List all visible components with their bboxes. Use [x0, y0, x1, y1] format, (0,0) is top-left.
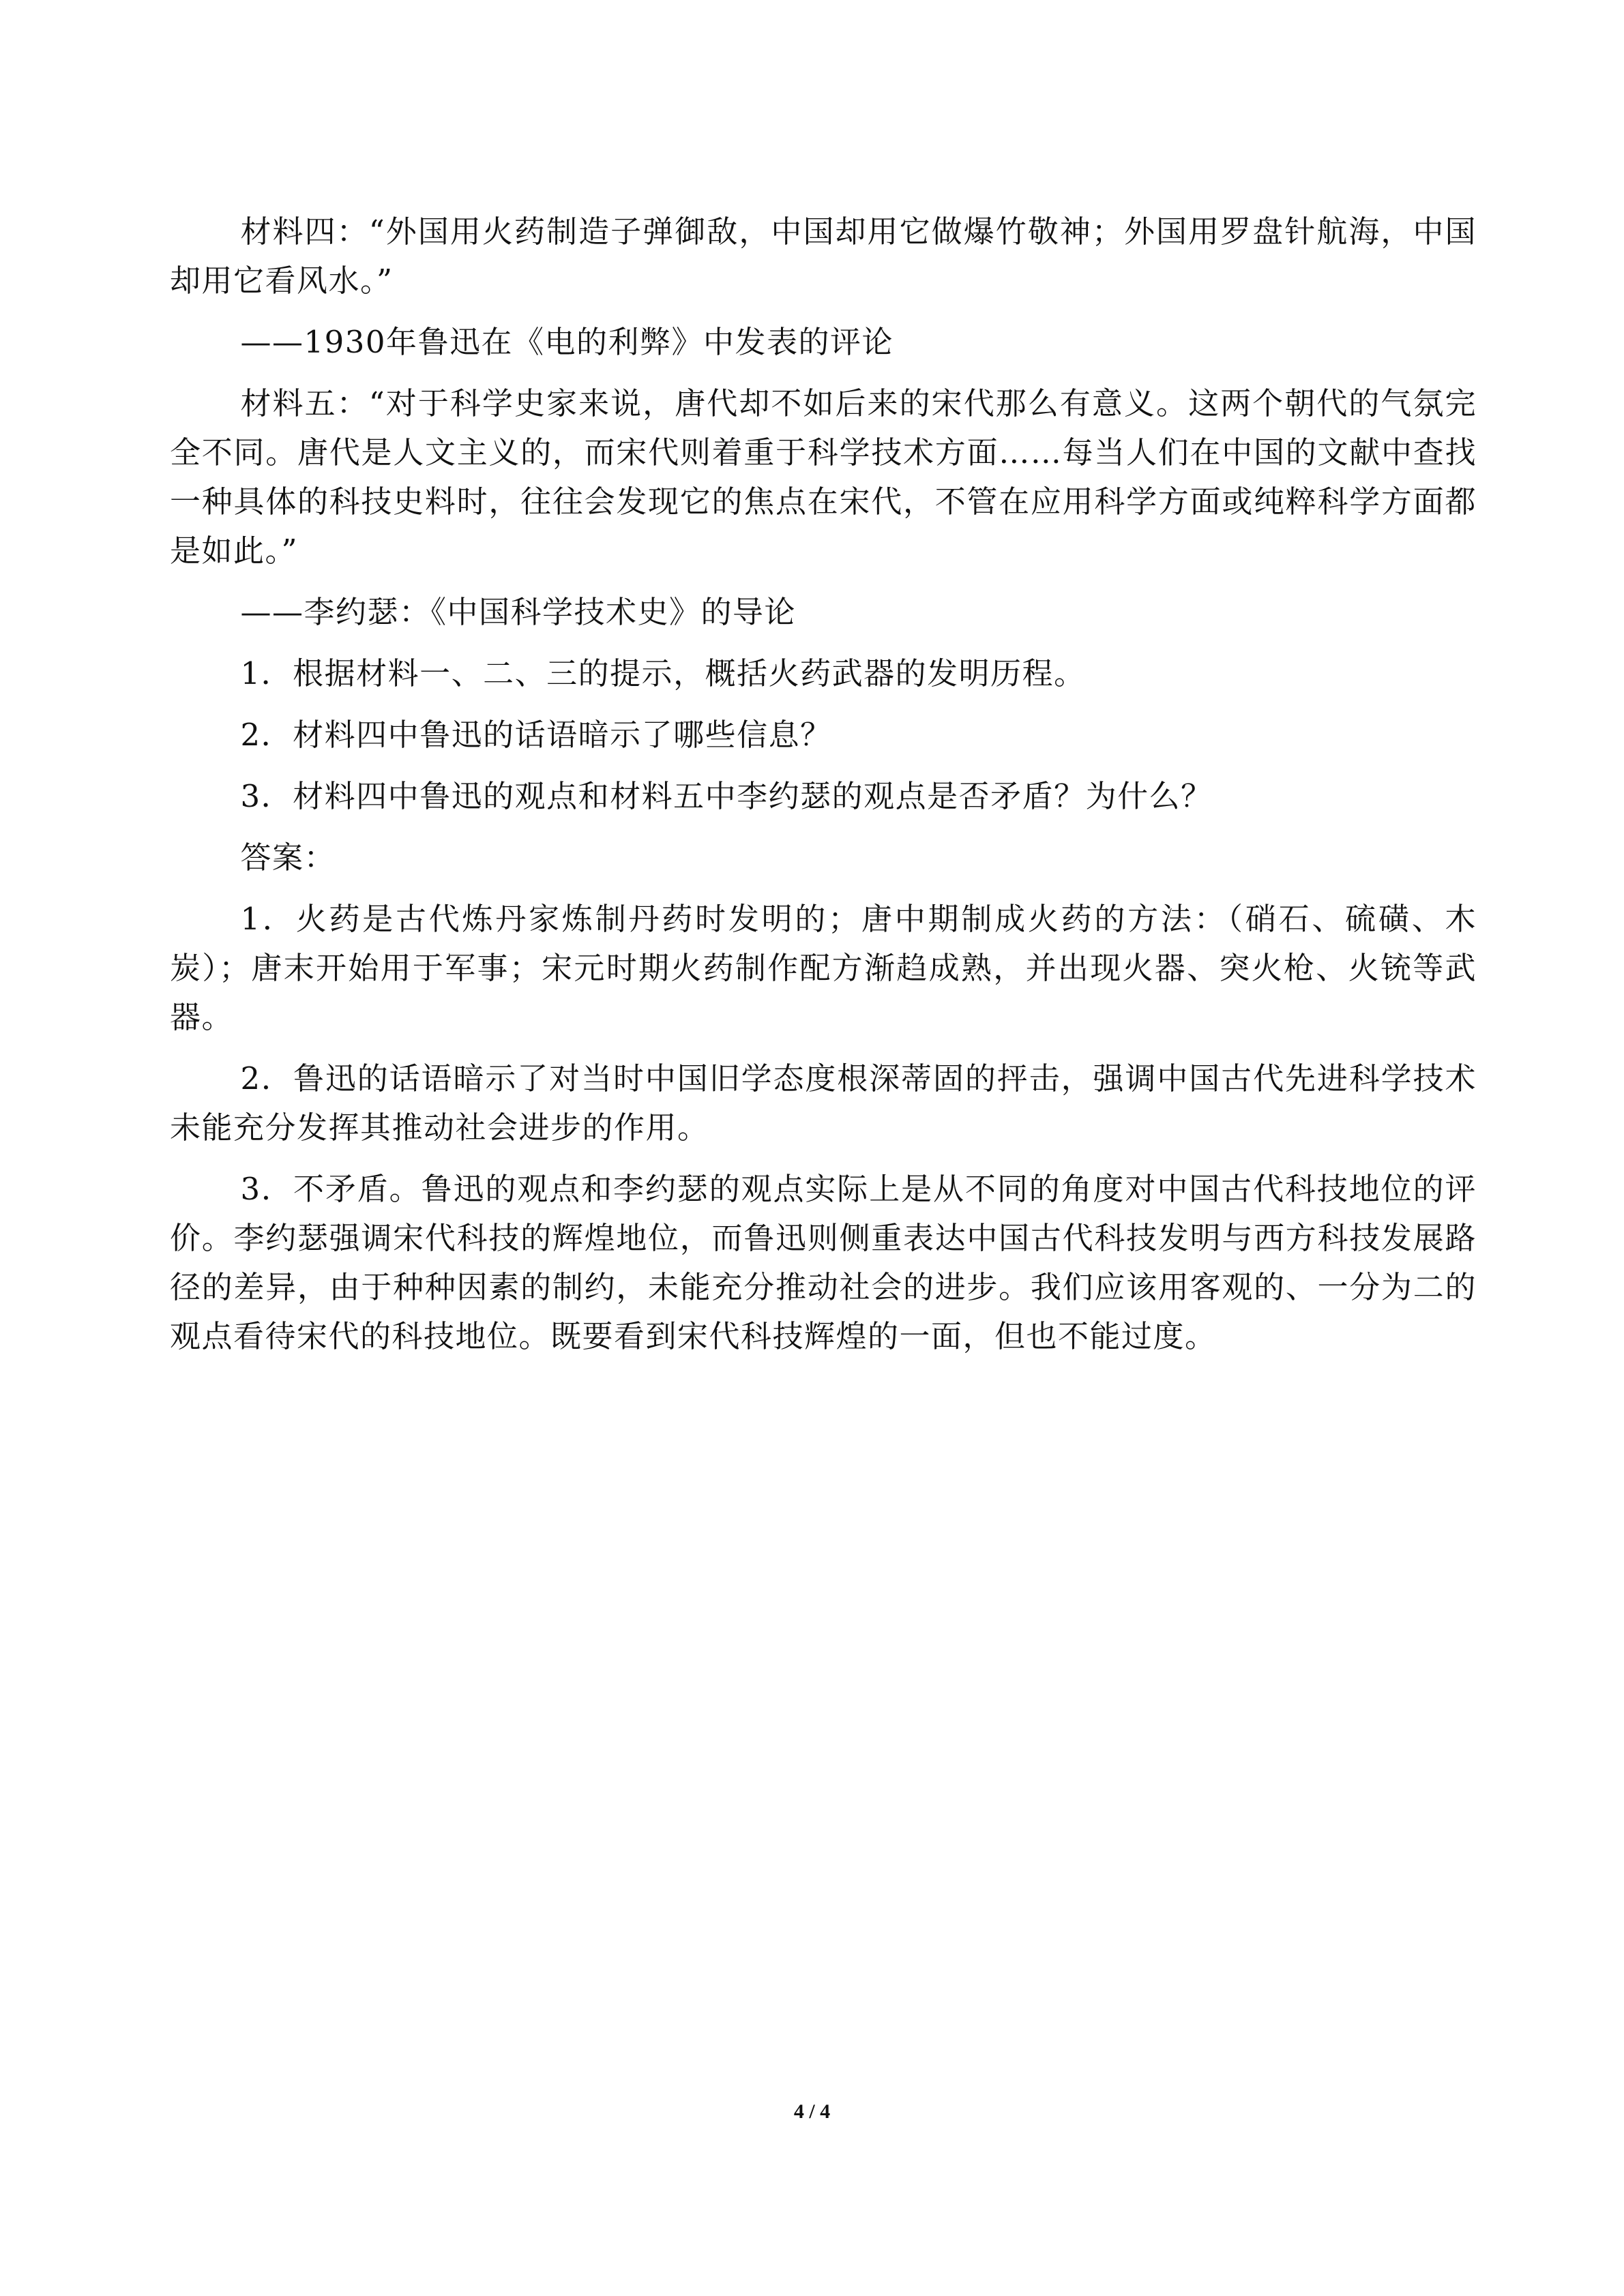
answer-3: 3．不矛盾。鲁迅的观点和李约瑟的观点实际上是从不同的角度对中国古代科技地位的评价。李约瑟强调宋代科技的辉煌地位，而鲁迅则侧重表达中国古代科技发明与西方科技发展路径的差异，由于种种因素的制约，未能充分推动社会的进步。我们应该用客观的、一分为二的观点看待宋代的科技地位。既要看到宋代科技辉煌的一面，但也不能过度。	[170, 1171, 1477, 1354]
material-four-quote: 材料四：“外国用火药制造子弹御敌，中国却用它做爆竹敬神；外国用罗盘针航海，中国却用它看风水。”	[170, 213, 1477, 299]
question-2: 2．材料四中鲁迅的话语暗示了哪些信息？	[240, 717, 832, 753]
material-five-quote: 材料五：“对于科学史家来说，唐代却不如后来的宋代那么有意义。这两个朝代的气氛完全不同。唐代是人文主义的，而宋代则着重于科学技术方面……每当人们在中国的文献中查找一种具体的科技史料时，往往会发现它的焦点在宋代，不管在应用科学方面或纯粹科学方面都是如此。”	[170, 385, 1477, 569]
question-3: 3．材料四中鲁迅的观点和材料五中李约瑟的观点是否矛盾？为什么？	[240, 778, 1213, 814]
question-1: 1．根据材料一、二、三的提示，概括火药武器的发明历程。	[240, 655, 1086, 691]
answer-2: 2．鲁迅的话语暗示了对当时中国旧学态度根深蒂固的抨击，强调中国古代先进科学技术未能充分发挥其推动社会进步的作用。	[170, 1060, 1477, 1146]
document-body	[170, 207, 1477, 1361]
answer-1: 1．火药是古代炼丹家炼制丹药时发明的；唐中期制成火药的方法：（硝石、硫磺、木炭）；唐末开始用于军事；宋元时期火药制作配方渐趋成熟，并出现火器、突火枪、火铳等武器。	[170, 901, 1477, 1035]
answer-heading: 答案：	[240, 839, 336, 876]
material-four-source: ——1930年鲁迅在《电的利弊》中发表的评论	[240, 324, 894, 360]
material-five-source: ——李约瑟：《中国科学技术史》的导论	[240, 594, 797, 630]
page-number: 4 / 4	[793, 2100, 831, 2123]
